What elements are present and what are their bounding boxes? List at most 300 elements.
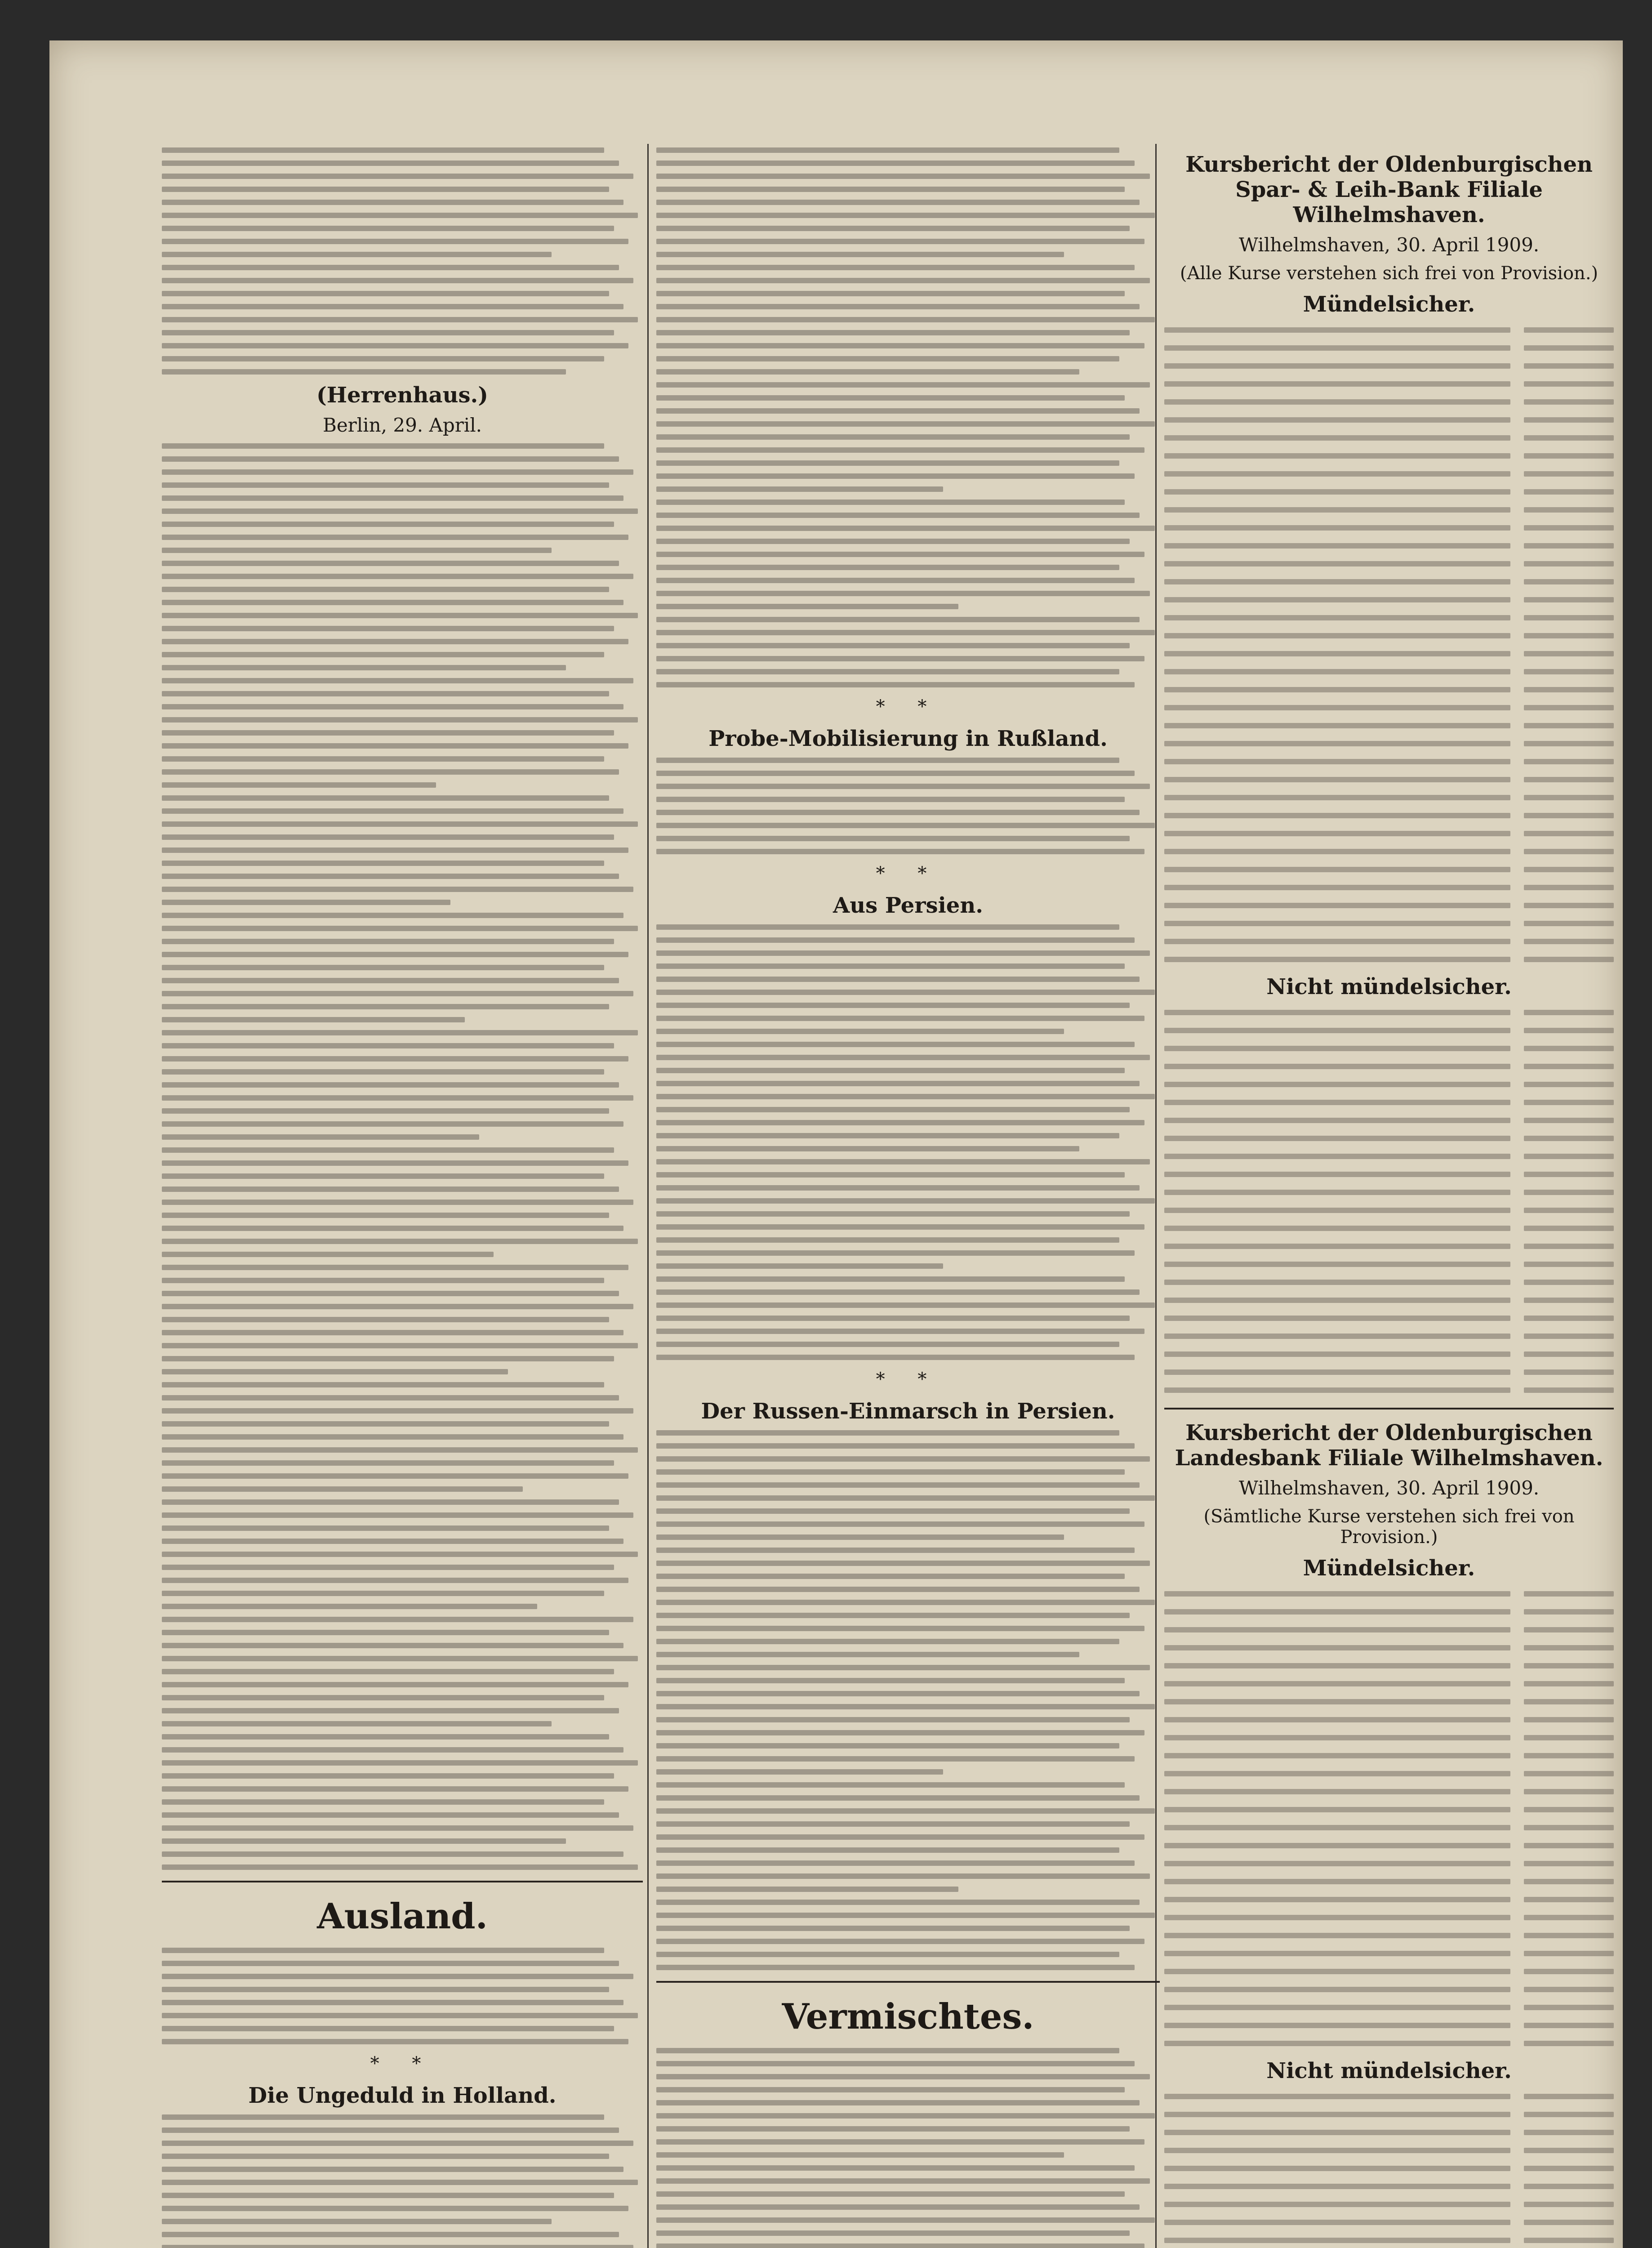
text-line xyxy=(162,1330,623,1335)
text-line xyxy=(162,1799,604,1805)
row-value xyxy=(1524,507,1614,513)
text-line xyxy=(656,1887,958,1892)
text-line xyxy=(656,343,1144,348)
text-line xyxy=(162,1734,609,1740)
table-row xyxy=(1164,1839,1614,1852)
text-line xyxy=(162,200,623,205)
text-line xyxy=(656,1159,1150,1164)
row-label xyxy=(1164,1969,1510,1974)
text-line xyxy=(162,626,614,631)
table-row xyxy=(1164,719,1614,732)
text-line xyxy=(656,591,1150,596)
text-block xyxy=(162,1948,643,2044)
text-block xyxy=(656,758,1160,854)
text-line xyxy=(162,1838,566,1844)
text-line xyxy=(656,1068,1125,1073)
row-value xyxy=(1524,399,1614,405)
text-line xyxy=(162,1708,619,1713)
table-row xyxy=(1164,1168,1614,1181)
table-row xyxy=(1164,593,1614,607)
text-line xyxy=(656,486,943,492)
text-line xyxy=(162,1408,633,1414)
table-row xyxy=(1164,1024,1614,1037)
text-line xyxy=(656,1952,1119,1957)
text-line xyxy=(656,2217,1155,2223)
text-line xyxy=(162,821,638,827)
text-line xyxy=(162,756,604,762)
text-line xyxy=(162,1265,628,1270)
row-value xyxy=(1524,1987,1614,1992)
text-line xyxy=(656,1185,1140,1191)
table-row xyxy=(1164,1204,1614,1217)
row-value xyxy=(1524,1879,1614,1884)
row-value xyxy=(1524,2148,1614,2153)
text-line xyxy=(656,643,1130,648)
row-label xyxy=(1164,2005,1510,2010)
row-value xyxy=(1524,705,1614,710)
text-line xyxy=(656,578,1135,583)
text-line xyxy=(656,669,1119,674)
text-line xyxy=(162,1030,638,1035)
text-line xyxy=(162,548,552,553)
text-line xyxy=(162,265,619,270)
text-line xyxy=(162,535,628,540)
text-line xyxy=(162,1043,614,1048)
text-line xyxy=(162,343,628,348)
text-line xyxy=(162,1525,609,1531)
text-line xyxy=(162,1961,619,1966)
row-label xyxy=(1164,867,1510,872)
text-line xyxy=(162,1656,638,1661)
row-label xyxy=(1164,1663,1510,1668)
row-label xyxy=(1164,669,1510,674)
text-line xyxy=(162,1825,633,1831)
row-value xyxy=(1524,525,1614,531)
section-heading: Vermischtes. xyxy=(782,1996,1034,2037)
text-line xyxy=(656,1224,1144,1230)
text-line xyxy=(162,1239,638,1244)
row-label xyxy=(1164,1334,1510,1339)
row-value xyxy=(1524,1663,1614,1668)
text-line xyxy=(656,1198,1155,1204)
row-label xyxy=(1164,489,1510,495)
table-row xyxy=(1164,1293,1614,1307)
row-label xyxy=(1164,1609,1510,1615)
row-label xyxy=(1164,579,1510,584)
text-line xyxy=(656,1211,1130,1217)
text-line xyxy=(656,317,1155,322)
text-line xyxy=(656,213,1155,218)
text-line xyxy=(656,408,1140,414)
table-row xyxy=(1164,647,1614,660)
row-value xyxy=(1524,1699,1614,1704)
table-row xyxy=(1164,395,1614,409)
text-line xyxy=(656,1561,1150,1566)
text-line xyxy=(162,1682,628,1687)
row-label xyxy=(1164,1879,1510,1884)
row-value xyxy=(1524,1807,1614,1812)
row-label xyxy=(1164,2023,1510,2028)
table-row xyxy=(1164,2001,1614,2014)
row-label xyxy=(1164,795,1510,800)
table-row xyxy=(1164,1042,1614,1055)
table-subheading: Mündelsicher. xyxy=(1303,292,1475,317)
text-line xyxy=(162,1395,619,1401)
row-label xyxy=(1164,2094,1510,2099)
text-line xyxy=(162,1082,619,1088)
row-label xyxy=(1164,1699,1510,1704)
row-value xyxy=(1524,489,1614,495)
table-row xyxy=(1164,1947,1614,1960)
text-line xyxy=(162,2114,604,2120)
text-line xyxy=(656,2139,1144,2145)
text-line xyxy=(162,1473,628,1479)
text-line xyxy=(656,1834,1144,1840)
text-line xyxy=(656,473,1135,479)
text-line xyxy=(656,1430,1119,1436)
text-line xyxy=(656,1316,1130,1321)
article-heading: Aus Persien. xyxy=(833,893,983,918)
row-value xyxy=(1524,1951,1614,1956)
text-line xyxy=(162,278,633,283)
table-row xyxy=(1164,2019,1614,2032)
text-line xyxy=(656,1808,1155,1814)
table-row xyxy=(1164,449,1614,463)
row-label xyxy=(1164,2238,1510,2243)
table-row xyxy=(1164,1695,1614,1708)
text-line xyxy=(656,963,1125,969)
text-line xyxy=(656,500,1125,505)
table-row xyxy=(1164,1821,1614,1834)
text-line xyxy=(162,574,633,579)
row-value xyxy=(1524,1969,1614,1974)
text-line xyxy=(162,1812,619,1818)
row-value xyxy=(1524,1136,1614,1141)
text-line xyxy=(162,952,628,957)
table-row xyxy=(1164,557,1614,571)
table-row xyxy=(1164,2037,1614,2050)
row-label xyxy=(1164,813,1510,818)
row-value xyxy=(1524,1082,1614,1087)
row-label xyxy=(1164,1897,1510,1902)
row-value xyxy=(1524,363,1614,369)
text-line xyxy=(162,1173,604,1179)
row-label xyxy=(1164,543,1510,549)
row-label xyxy=(1164,1100,1510,1105)
text-line xyxy=(656,1081,1140,1086)
text-line xyxy=(162,226,614,231)
text-line xyxy=(656,2178,1150,2184)
text-line xyxy=(162,808,623,814)
text-line xyxy=(656,239,1144,244)
text-line xyxy=(656,656,1144,661)
table-row xyxy=(1164,1311,1614,1325)
text-line xyxy=(162,2167,623,2172)
text-line xyxy=(162,443,604,449)
text-line xyxy=(656,1782,1125,1788)
separator-stars: * * xyxy=(876,696,940,717)
column-right xyxy=(1164,144,1614,2248)
table-rows xyxy=(1164,323,1614,966)
text-line xyxy=(656,823,1155,828)
row-value xyxy=(1524,1046,1614,1051)
row-value xyxy=(1524,345,1614,351)
text-line xyxy=(656,682,1135,687)
text-line xyxy=(162,1447,638,1453)
text-line xyxy=(656,1665,1150,1670)
table-row xyxy=(1164,2234,1614,2247)
text-block xyxy=(656,147,1160,687)
separator-stars: * * xyxy=(370,2053,435,2074)
row-value xyxy=(1524,1387,1614,1393)
note: (Sämtliche Kurse verstehen sich frei von Provision.) xyxy=(1203,1506,1575,1548)
table-row xyxy=(1164,521,1614,535)
table-row xyxy=(1164,1767,1614,1780)
table-row xyxy=(1164,323,1614,337)
row-label xyxy=(1164,417,1510,423)
text-line xyxy=(656,1900,1140,1905)
table-row xyxy=(1164,431,1614,445)
text-line xyxy=(656,1029,1064,1034)
table-row xyxy=(1164,377,1614,391)
text-line xyxy=(162,1121,623,1127)
row-value xyxy=(1524,1915,1614,1920)
table-row xyxy=(1164,665,1614,678)
row-label xyxy=(1164,633,1510,638)
text-line xyxy=(162,1186,619,1192)
table-row xyxy=(1164,935,1614,948)
row-value xyxy=(1524,381,1614,387)
text-line xyxy=(656,937,1135,943)
text-block xyxy=(162,2114,643,2248)
row-label xyxy=(1164,1753,1510,1758)
text-line xyxy=(656,1329,1144,1334)
row-label xyxy=(1164,2202,1510,2207)
table-row xyxy=(1164,341,1614,355)
row-label xyxy=(1164,435,1510,441)
row-label xyxy=(1164,1262,1510,1267)
text-line xyxy=(162,1486,523,1492)
row-label xyxy=(1164,1010,1510,1015)
row-value xyxy=(1524,2184,1614,2189)
text-line xyxy=(656,200,1140,205)
text-line xyxy=(162,978,619,983)
row-label xyxy=(1164,1771,1510,1776)
text-line xyxy=(656,1302,1155,1308)
text-line xyxy=(162,965,604,970)
table-row xyxy=(1164,1150,1614,1163)
text-line xyxy=(656,1172,1125,1178)
row-value xyxy=(1524,921,1614,926)
row-label xyxy=(1164,1280,1510,1285)
row-label xyxy=(1164,1244,1510,1249)
text-line xyxy=(162,1695,604,1700)
row-value xyxy=(1524,1028,1614,1033)
text-line xyxy=(162,1017,465,1022)
table-row xyxy=(1164,1587,1614,1601)
text-line xyxy=(656,2191,1125,2197)
separator-stars: * * xyxy=(876,863,940,884)
text-line xyxy=(656,1691,1140,1696)
row-value xyxy=(1524,597,1614,602)
row-value xyxy=(1524,1208,1614,1213)
text-line xyxy=(656,2048,1119,2053)
row-label xyxy=(1164,1351,1510,1357)
row-label xyxy=(1164,849,1510,854)
table-row xyxy=(1164,809,1614,822)
row-label xyxy=(1164,1717,1510,1722)
table-row xyxy=(1164,485,1614,499)
row-value xyxy=(1524,795,1614,800)
row-label xyxy=(1164,2184,1510,2189)
text-line xyxy=(162,587,609,592)
text-line xyxy=(656,161,1135,166)
text-line xyxy=(162,1160,628,1166)
table-row xyxy=(1164,1258,1614,1271)
text-line xyxy=(162,1004,609,1009)
text-line xyxy=(656,304,1140,309)
text-line xyxy=(162,665,566,670)
table-row xyxy=(1164,1875,1614,1888)
table-row xyxy=(1164,2108,1614,2121)
row-label xyxy=(1164,1369,1510,1375)
row-label xyxy=(1164,831,1510,836)
row-value xyxy=(1524,1717,1614,1722)
row-label xyxy=(1164,615,1510,620)
text-line xyxy=(162,161,619,166)
row-value xyxy=(1524,741,1614,746)
row-value xyxy=(1524,1735,1614,1740)
row-value xyxy=(1524,2202,1614,2207)
row-value xyxy=(1524,471,1614,477)
text-line xyxy=(656,1107,1130,1112)
table-row xyxy=(1164,611,1614,624)
row-value xyxy=(1524,1369,1614,1375)
text-line xyxy=(656,1342,1119,1347)
text-line xyxy=(656,1769,943,1775)
row-value xyxy=(1524,651,1614,656)
table-row xyxy=(1164,737,1614,750)
text-line xyxy=(162,1604,537,1609)
row-value xyxy=(1524,1753,1614,1758)
text-line xyxy=(162,1948,604,1953)
text-line xyxy=(656,1613,1130,1618)
text-line xyxy=(656,990,1155,995)
text-line xyxy=(656,1146,1079,1151)
text-line xyxy=(162,1512,633,1518)
table-row xyxy=(1164,1605,1614,1619)
text-line xyxy=(656,2204,1140,2210)
section-heading: Ausland. xyxy=(317,1896,488,1937)
text-line xyxy=(162,926,638,931)
text-line xyxy=(656,1873,1150,1879)
text-line xyxy=(656,2100,1140,2105)
text-line xyxy=(162,1721,552,1726)
row-label xyxy=(1164,1627,1510,1632)
text-line xyxy=(162,1974,633,1979)
text-line xyxy=(162,730,614,736)
text-line xyxy=(162,1200,633,1205)
text-line xyxy=(162,1317,609,1322)
text-line xyxy=(656,2061,1135,2066)
row-value xyxy=(1524,1645,1614,1650)
table-subheading: Mündelsicher. xyxy=(1303,1556,1475,1581)
row-label xyxy=(1164,327,1510,333)
row-value xyxy=(1524,1681,1614,1686)
text-line xyxy=(162,508,638,514)
row-label xyxy=(1164,2148,1510,2153)
row-label xyxy=(1164,939,1510,944)
text-line xyxy=(162,1760,638,1766)
table-row xyxy=(1164,1785,1614,1798)
text-line xyxy=(656,630,1155,635)
text-line xyxy=(656,1469,1125,1475)
table-row xyxy=(1164,2162,1614,2175)
row-value xyxy=(1524,2238,1614,2243)
table-row xyxy=(1164,1240,1614,1253)
text-line xyxy=(656,771,1135,776)
table-row xyxy=(1164,1803,1614,1816)
text-line xyxy=(656,2074,1150,2079)
text-line xyxy=(162,356,604,361)
row-label xyxy=(1164,471,1510,477)
text-line xyxy=(656,513,1140,518)
column-left xyxy=(162,144,643,2248)
divider xyxy=(656,1981,1160,1983)
row-label xyxy=(1164,1154,1510,1159)
text-line xyxy=(162,769,619,775)
row-value xyxy=(1524,561,1614,566)
row-label xyxy=(1164,381,1510,387)
text-line xyxy=(162,1851,623,1857)
text-line xyxy=(162,2026,614,2031)
text-line xyxy=(162,834,614,840)
text-line xyxy=(656,252,1064,257)
text-line xyxy=(162,213,638,218)
table-row xyxy=(1164,863,1614,876)
row-value xyxy=(1524,1789,1614,1794)
text-line xyxy=(656,836,1130,841)
text-line xyxy=(162,678,633,683)
text-line xyxy=(162,2000,623,2005)
table-row xyxy=(1164,2198,1614,2211)
text-line xyxy=(162,2193,614,2198)
text-line xyxy=(162,147,604,153)
text-line xyxy=(656,147,1119,153)
text-line xyxy=(162,691,609,696)
row-value xyxy=(1524,1771,1614,1776)
text-line xyxy=(162,2245,633,2248)
table-row xyxy=(1164,899,1614,912)
text-line xyxy=(656,1016,1144,1021)
table-row xyxy=(1164,1641,1614,1655)
separator-stars: * * xyxy=(876,1369,940,1390)
text-line xyxy=(656,1456,1150,1462)
row-value xyxy=(1524,2112,1614,2117)
row-label xyxy=(1164,1172,1510,1177)
row-label xyxy=(1164,885,1510,890)
row-value xyxy=(1524,1334,1614,1339)
text-line xyxy=(162,482,609,488)
row-value xyxy=(1524,2130,1614,2135)
row-value xyxy=(1524,2005,1614,2010)
text-line xyxy=(162,291,609,296)
text-line xyxy=(162,187,609,192)
table-row xyxy=(1164,701,1614,714)
text-line xyxy=(162,1421,609,1427)
row-value xyxy=(1524,2094,1614,2099)
table-row xyxy=(1164,503,1614,517)
